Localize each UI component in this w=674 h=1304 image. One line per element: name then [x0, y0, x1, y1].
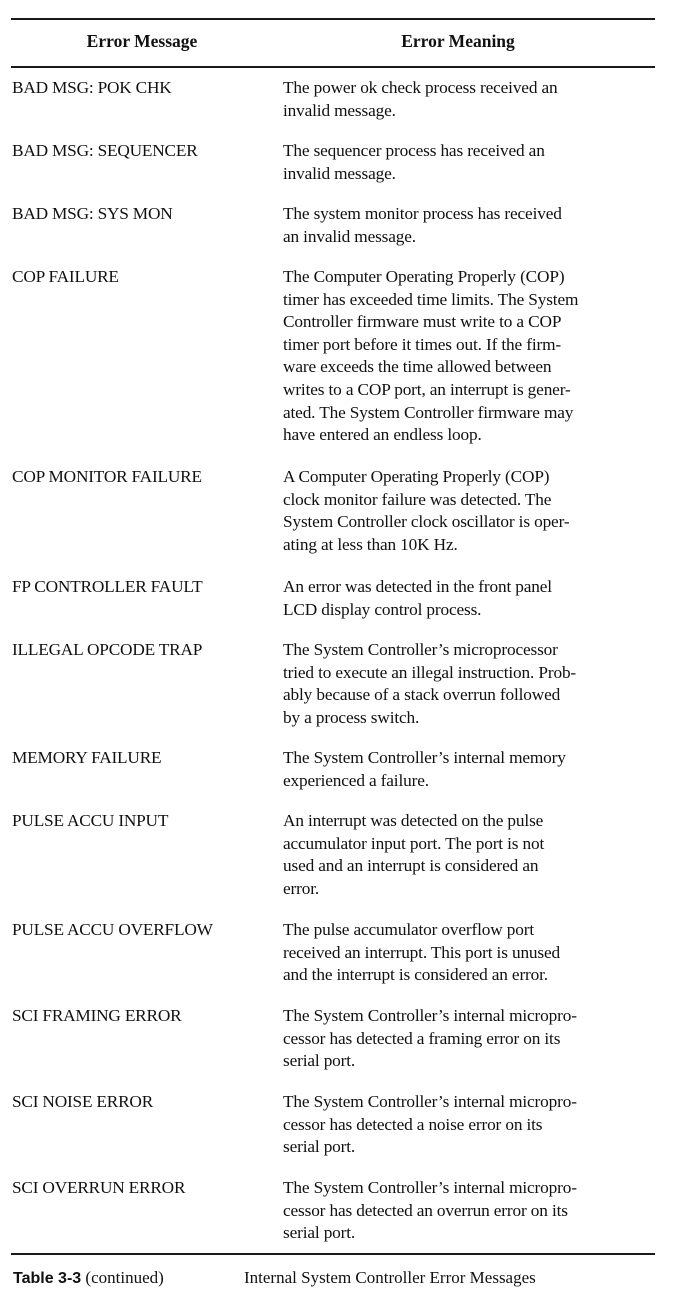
error-message-cell: SCI NOISE ERROR	[12, 1092, 154, 1111]
meaning-line: The sequencer process has received an	[283, 141, 545, 160]
meaning-line: System Controller clock oscillator is oper-	[283, 512, 570, 532]
table-top-rule	[11, 18, 655, 20]
meaning-line: cessor has detected an overrun error on its	[283, 1200, 568, 1220]
meaning-line: tried to execute an illegal instruction. Prob-	[283, 662, 577, 682]
meaning-line: accumulator input port. The port is not	[283, 833, 545, 853]
meaning-line: The System Controller’s internal memory	[283, 748, 566, 767]
error-meaning-cell	[283, 77, 655, 122]
error-meaning-cell	[283, 1005, 655, 1073]
meaning-line: invalid message.	[283, 163, 396, 183]
meaning-line: ating at less than 10K Hz.	[283, 534, 458, 554]
caption-title: Internal System Controller Error Messages	[244, 1268, 536, 1287]
meaning-line: The System Controller’s internal micropro-	[283, 1006, 577, 1025]
meaning-line: serial port.	[283, 1223, 356, 1243]
error-meaning-cell	[283, 466, 655, 556]
meaning-line: ated. The System Controller firmware may	[283, 402, 574, 422]
meaning-line: an invalid message.	[283, 226, 416, 246]
meaning-line: The System Controller’s internal micropro-	[283, 1092, 577, 1111]
error-meaning-cell	[283, 919, 655, 987]
error-message-cell: ILLEGAL OPCODE TRAP	[12, 640, 203, 659]
meaning-line: writes to a COP port, an interrupt is gener-	[283, 379, 571, 399]
column-header-error-meaning: Error Meaning	[401, 31, 515, 51]
table-bottom-rule	[11, 1253, 655, 1255]
meaning-line: The system monitor process has received	[283, 204, 562, 223]
error-message-cell: FP CONTROLLER FAULT	[12, 577, 203, 596]
error-message-cell: BAD MSG: SEQUENCER	[12, 141, 198, 160]
meaning-line: serial port.	[283, 1051, 356, 1071]
meaning-line: error.	[283, 878, 320, 898]
meaning-line: have entered an endless loop.	[283, 425, 482, 445]
error-meaning-cell	[283, 747, 655, 792]
caption-table-number: Table 3-3	[13, 1270, 82, 1287]
error-meaning-cell	[283, 203, 655, 248]
error-meaning-cell	[283, 1091, 655, 1159]
meaning-line: timer port before it times out. If the firm-	[283, 334, 561, 354]
table-header-rule	[11, 66, 655, 68]
error-meaning-cell	[283, 266, 655, 447]
meaning-line: invalid message.	[283, 100, 396, 120]
caption-label	[13, 1268, 164, 1288]
error-message-cell: SCI FRAMING ERROR	[12, 1006, 182, 1025]
error-meaning-cell	[283, 810, 655, 900]
meaning-line: by a process switch.	[283, 707, 420, 727]
error-message-cell: SCI OVERRUN ERROR	[12, 1178, 186, 1197]
error-message-cell: MEMORY FAILURE	[12, 748, 162, 767]
meaning-line: The power ok check process received an	[283, 78, 558, 97]
error-meaning-cell	[283, 140, 655, 185]
meaning-line: cessor has detected a noise error on its	[283, 1114, 543, 1134]
meaning-line: and the interrupt is considered an error.	[283, 965, 548, 985]
error-meaning-cell	[283, 1177, 655, 1245]
error-message-cell: COP FAILURE	[12, 267, 119, 286]
meaning-line: timer has exceeded time limits. The System	[283, 289, 579, 309]
meaning-line: An interrupt was detected on the pulse	[283, 811, 544, 830]
meaning-line: An error was detected in the front panel	[283, 577, 552, 596]
meaning-line: Controller firmware must write to a COP	[283, 312, 562, 332]
meaning-line: The System Controller’s internal micropro-	[283, 1178, 577, 1197]
caption-continued: (continued)	[85, 1268, 164, 1287]
meaning-line: ware exceeds the time allowed between	[283, 357, 552, 377]
meaning-line: The Computer Operating Properly (COP)	[283, 267, 565, 286]
meaning-line: used and an interrupt is considered an	[283, 856, 539, 876]
meaning-line: A Computer Operating Properly (COP)	[283, 467, 550, 486]
meaning-line: experienced a failure.	[283, 770, 429, 790]
meaning-line: ably because of a stack overrun followed	[283, 685, 561, 705]
error-message-cell: BAD MSG: POK CHK	[12, 78, 172, 97]
error-message-cell: BAD MSG: SYS MON	[12, 204, 173, 223]
table-caption	[0, 1268, 674, 1292]
error-meaning-cell	[283, 576, 655, 621]
meaning-line: The System Controller’s microprocessor	[283, 640, 558, 659]
error-meaning-cell	[283, 639, 655, 729]
meaning-line: LCD display control process.	[283, 599, 482, 619]
error-message-cell: COP MONITOR FAILURE	[12, 467, 202, 486]
error-message-cell: PULSE ACCU OVERFLOW	[12, 920, 213, 939]
column-header-error-message: Error Message	[86, 31, 198, 51]
meaning-line: clock monitor failure was detected. The	[283, 489, 552, 509]
meaning-line: serial port.	[283, 1137, 356, 1157]
meaning-line: received an interrupt. This port is unused	[283, 942, 561, 962]
table-header-row	[0, 31, 674, 57]
meaning-line: The pulse accumulator overflow port	[283, 920, 534, 939]
error-message-cell: PULSE ACCU INPUT	[12, 811, 169, 830]
meaning-line: cessor has detected a framing error on its	[283, 1028, 561, 1048]
